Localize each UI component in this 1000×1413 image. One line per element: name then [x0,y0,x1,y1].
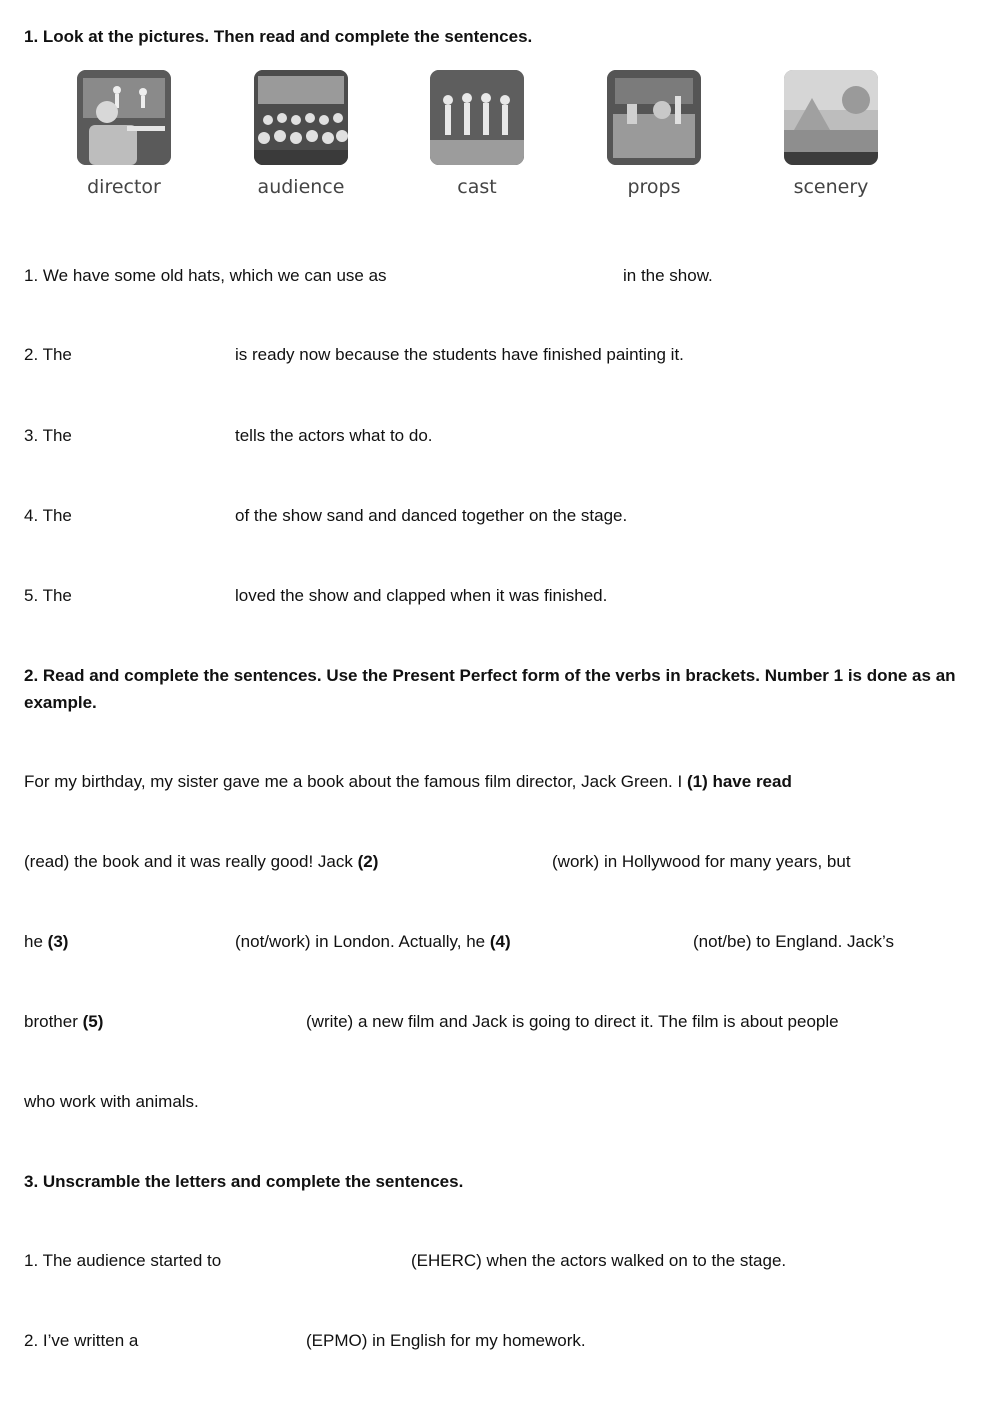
scenery-picture [784,70,878,165]
audience-picture [254,70,348,165]
picture-label-cast: cast [457,176,497,198]
s1-sentence4-start: 4. The [24,506,72,525]
section2-title: 2. Read and complete the sentences. Use the Present Perfect form of the verbs in brackets. Number 1 is done as an example. [24,666,956,712]
s1-answer1-input[interactable] [418,263,618,289]
s1-sentence5-start: 5. The [24,586,72,605]
picture-label-audience: audience [257,176,345,198]
s1-answer3-input[interactable] [82,423,232,449]
s1-sentence3-end: tells the actors what to do. [235,426,433,445]
section3-title: 3. Unscramble the letters and complete the sentences. [24,1172,464,1191]
s2-answer5-input[interactable] [120,1009,302,1035]
s2-line3-text: he [24,932,43,951]
s3-sentence2-start: 2. I’ve written a [24,1331,139,1350]
picture-label-props: props [627,176,681,198]
s1-sentence2-start: 2. The [24,345,72,364]
s3-answer2-input[interactable] [158,1328,302,1354]
s2-line3-end: (not/be) to England. Jack’s [693,932,894,951]
s1-sentence4-end: of the show sand and danced together on the stage. [235,506,628,525]
s1-answer4-input[interactable] [82,503,232,529]
s2-example-answer: (1) have read [686,772,792,791]
s1-sentence2-end: is ready now because the students have finished painting it. [235,345,684,364]
s2-line4-text: brother [24,1012,78,1031]
s1-sentence5-end: loved the show and clapped when it was finished. [235,586,608,605]
picture-label-scenery: scenery [793,176,869,198]
s2-line2-end: (work) in Hollywood for many years, but [552,852,851,871]
s1-sentence1-end: in the show. [623,266,713,285]
props-picture [607,70,701,165]
s3-sentence1-start: 1. The audience started to [24,1251,222,1270]
s1-sentence1-start: 1. We have some old hats, which we can use as [24,266,387,285]
s2-answer2-input[interactable] [412,849,548,875]
s1-answer2-input[interactable] [82,342,232,368]
s2-line1-text: For my birthday, my sister gave me a book about the famous film director, Jack Green. I [24,772,683,791]
s2-answer4-input[interactable] [550,929,690,955]
s2-line2-text: (read) the book and it was really good! Jack [24,852,353,871]
s3-sentence2-end: (EPMO) in English for my homework. [306,1331,586,1350]
director-picture [77,70,171,165]
s2-answer3-input[interactable] [80,929,232,955]
s2-line5: who work with animals. [24,1092,199,1111]
s2-number-3: (3) [47,932,69,951]
s2-number-5: (5) [82,1012,104,1031]
s3-sentence1-end: (EHERC) when the actors walked on to the stage. [411,1251,787,1270]
s2-line3-middle-text: (not/work) in London. Actually, he [235,932,486,951]
s2-line1 [24,772,792,792]
s2-line2-start [24,852,378,872]
s3-answer1-input[interactable] [246,1248,408,1274]
section1-title: 1. Look at the pictures. Then read and complete the sentences. [24,27,533,46]
s2-line3-mid [235,932,511,952]
s1-sentence3-start: 3. The [24,426,72,445]
s1-answer5-input[interactable] [82,583,232,609]
s2-line4-start [24,1012,103,1032]
s2-number-4: (4) [489,932,511,951]
s2-number-2: (2) [357,852,379,871]
s2-line4-end: (write) a new film and Jack is going to direct it. The film is about people [306,1012,839,1031]
picture-label-director: director [87,176,161,198]
cast-picture [430,70,524,165]
s2-line3-start [24,932,68,952]
